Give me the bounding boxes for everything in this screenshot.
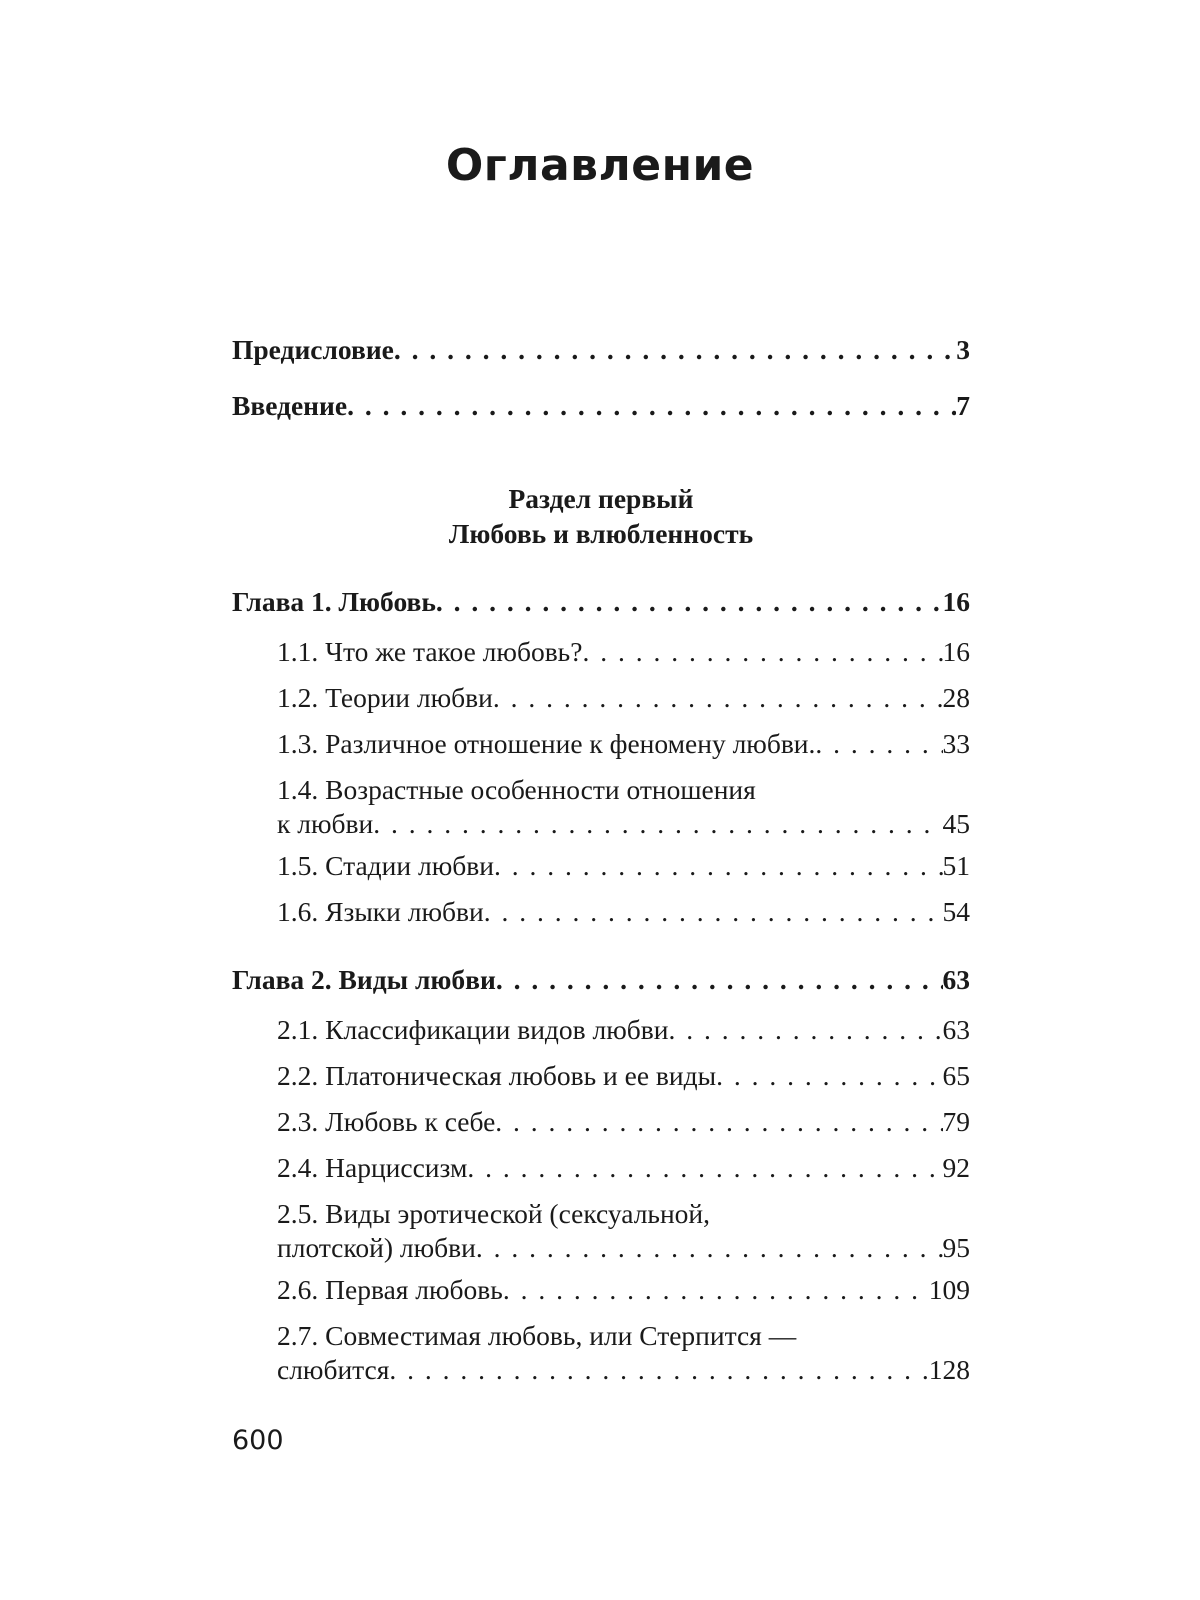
- entry-label: 2.2. Платоническая любовь и ее виды: [277, 1060, 717, 1091]
- toc-entry-1-2[interactable]: [232, 675, 970, 721]
- toc-entry-chapter-2[interactable]: [232, 957, 970, 1003]
- page-number: 600: [232, 1425, 284, 1456]
- entry-label: 1.5. Стадии любви: [277, 850, 494, 881]
- entry-page: 92: [942, 1152, 970, 1183]
- toc-entry-1-6[interactable]: [232, 889, 970, 935]
- entry-label: 2.3. Любовь к себе: [277, 1106, 496, 1137]
- entry-label: Глава 2. Виды любви: [232, 964, 496, 995]
- entry-label-line-1: 1.4. Возрастные особенности отношения: [277, 774, 756, 805]
- toc-entry-2-4[interactable]: [232, 1145, 970, 1191]
- entry-label: 1.6. Языки любви: [277, 896, 484, 927]
- toc-entry-1-5[interactable]: [232, 843, 970, 889]
- toc-entry-2-3[interactable]: [232, 1099, 970, 1145]
- toc-entry-2-7[interactable]: [232, 1313, 970, 1389]
- entry-page: 63: [942, 964, 970, 995]
- entry-label: 1.3. Различное отношение к феномену любви.: [277, 728, 816, 759]
- table-of-contents: [232, 327, 970, 1389]
- toc-entry-2-1[interactable]: [232, 1007, 970, 1053]
- entry-label-line-2: к любви: [277, 808, 374, 839]
- dot-leader: [493, 675, 943, 721]
- entry-page: 63: [942, 1014, 970, 1045]
- entry-page: 16: [942, 586, 970, 617]
- entry-label-line-2: слюбится: [277, 1354, 390, 1385]
- page-title: Оглавление: [445, 140, 755, 191]
- dot-leader: [389, 1351, 928, 1389]
- entry-page: 65: [942, 1060, 970, 1091]
- entry-page: 16: [942, 636, 970, 667]
- entry-page: 7: [956, 390, 970, 421]
- dot-leader: [436, 579, 943, 625]
- entry-page: 128: [928, 1354, 970, 1385]
- section-number: Раздел первый: [508, 483, 694, 514]
- entry-page: 3: [956, 334, 970, 365]
- entry-label-line-1: 2.7. Совместимая любовь, или Стерпится —: [277, 1320, 797, 1351]
- dot-leader: [496, 957, 943, 1003]
- dot-leader: [669, 1007, 943, 1053]
- toc-entry-2-2[interactable]: [232, 1053, 970, 1099]
- toc-entry-1-1[interactable]: [232, 629, 970, 675]
- dot-leader: [394, 327, 956, 373]
- entry-label: 2.1. Классификации видов любви: [277, 1014, 669, 1045]
- entry-label: Глава 1. Любовь: [232, 586, 436, 617]
- entry-label: 2.4. Нарциссизм: [277, 1152, 468, 1183]
- dot-leader: [495, 1099, 942, 1145]
- entry-label: 1.2. Теории любви: [277, 682, 493, 713]
- entry-label: Предисловие: [232, 334, 394, 365]
- toc-entry-2-5[interactable]: [232, 1191, 970, 1267]
- toc-entry-1-3[interactable]: [232, 721, 970, 767]
- entry-page: 54: [942, 896, 970, 927]
- dot-leader: [582, 629, 942, 675]
- dot-leader: [467, 1145, 942, 1191]
- section-heading: [232, 481, 970, 551]
- dot-leader: [716, 1053, 942, 1099]
- toc-entry-2-6[interactable]: [232, 1267, 970, 1313]
- entry-label: Введение: [232, 390, 348, 421]
- entry-page: 109: [928, 1274, 970, 1305]
- entry-label: 1.1. Что же такое любовь?: [277, 636, 583, 667]
- entry-page: 95: [942, 1232, 970, 1263]
- dot-leader: [347, 383, 956, 429]
- dot-leader: [815, 721, 942, 767]
- entry-page: 28: [942, 682, 970, 713]
- dot-leader: [503, 1267, 929, 1313]
- dot-leader: [484, 889, 943, 935]
- toc-entry-introduction[interactable]: [232, 383, 970, 429]
- entry-label-line-1: 2.5. Виды эротической (сексуальной,: [277, 1198, 711, 1229]
- toc-entry-preface[interactable]: [232, 327, 970, 373]
- dot-leader: [494, 843, 943, 889]
- dot-leader: [373, 805, 942, 843]
- dot-leader: [476, 1229, 943, 1267]
- entry-page: 51: [942, 850, 970, 881]
- toc-entry-1-4[interactable]: [232, 767, 970, 843]
- entry-page: 33: [942, 728, 970, 759]
- entry-page: 79: [942, 1106, 970, 1137]
- section-title: Любовь и влюбленность: [448, 518, 754, 549]
- entry-label: 2.6. Первая любовь: [277, 1274, 503, 1305]
- toc-entry-chapter-1[interactable]: [232, 579, 970, 625]
- entry-page: 45: [942, 808, 970, 839]
- entry-label-line-2: плотской) любви: [277, 1232, 476, 1263]
